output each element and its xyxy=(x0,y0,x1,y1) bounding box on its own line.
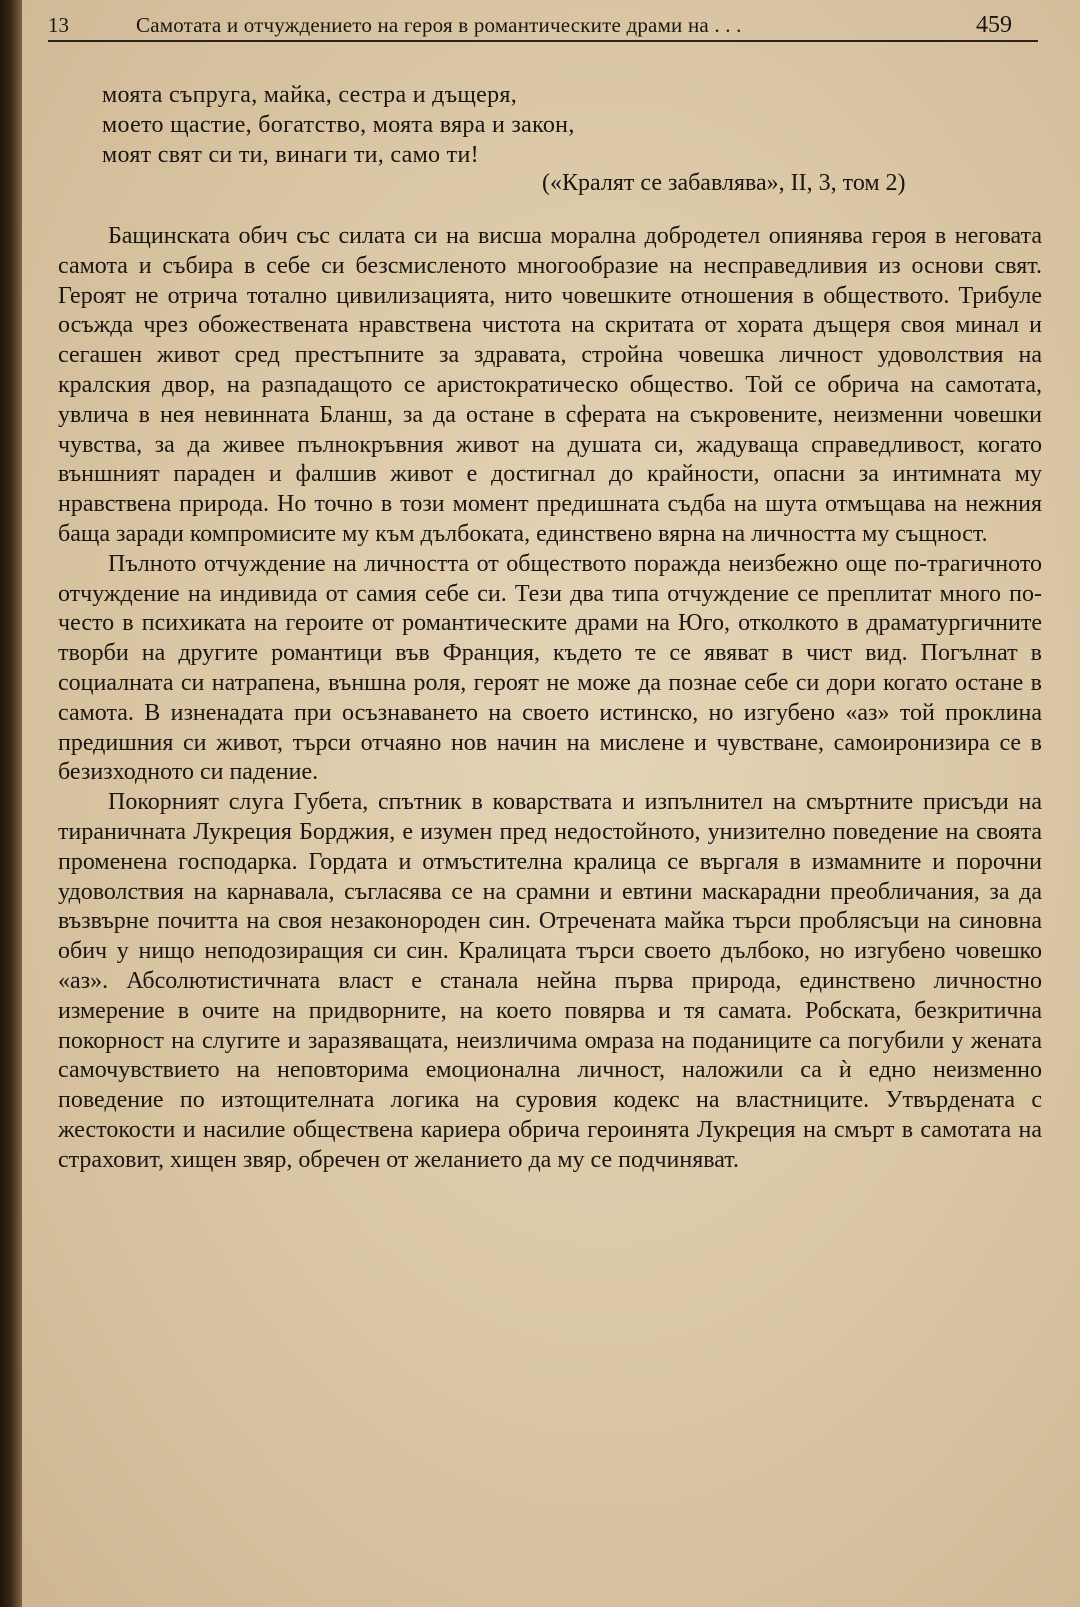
book-page xyxy=(22,0,1080,1607)
page-number-left: 13 xyxy=(48,13,69,37)
verse-quote xyxy=(102,80,575,170)
paragraph: Пълното отчуждение на личността от обществото поражда неизбежно още по-трагичното отчуждение на индивида от самия себе си. Тези два типа отчуждение се преплитат много по-често в психиката на героите от романтическите драми на Юго, отколкото в драматургичните творби на другите романтици във Франция, където те се явяват в чист вид. Погълнат в социалната си натрапена, външна роля, героят не може да познае себе си дори когато остане в самота. В изненадата при осъзнаването на своето истинско, но изгубено «аз» той проклина предишния си живот, търси отчаяно нов начин на мислене и чувстване, самоиронизира се в безизходното си падение. xyxy=(58,550,1042,786)
paragraph: Покорният слуга Губета, спътник в коварствата и изпълнител на смъртните присъди на тираничната Лукреция Борджия, е изумен пред недостойното, унизително поведение на своята променена господарка. Гордата и отмъстителна кралица се въргаля в измамните и порочни удоволствия на карнавала, съгласява се на срамни и евтини маскарадни преобличания, за да възвърне почитта на своя незаконороден син. Отречената майка търси проблясъци на синовна обич у нищо неподозиращия си син. Кралицата търси своето дълбоко, но изгубено човешко «аз». Абсолютистичната власт е станала нейна първа природа, единствено личностно измерение в очите на придворните, на което повярва и тя самата. Робската, безкритична покорност на слугите и заразяващата, неизличима омраза на поданиците са погубили у жената самочувствието на неповторима емоционална личност, наложили са ѝ едно неизменно поведение по изтощителната логика на суровия кодекс на властниците. Утвърдената с жестокости и насилие обществена кариера обрича героинята Лукреция на смърт в самотата на страховит, хищен звяр, обречен от желанието да му се подчиняват. xyxy=(58,789,1042,1173)
verse-citation: («Кралят се забавлява», II, 3, том 2) xyxy=(542,170,906,196)
page-header xyxy=(48,10,1038,42)
verse-line: моята съпруга, майка, сестра и дъщеря, xyxy=(102,82,518,108)
running-title: Самотата и отчуждението на героя в романтическите драми на . . . xyxy=(136,13,742,37)
paragraph: Бащинската обич със силата си на висша морална добродетел опиянява героя в неговата самота и събира в себе си безсмисленото многообразие на несправедливия из основи свят. Героят не отрича тотално цивилизацията, нито човешките отношения в обществото. Трибуле осъжда чрез обожествената нравствена чистота на скритата от хората дъщеря своя минал и сегашен живот сред престъпните за здравата, стройна човешка личност удоволствия на кралския двор, на разпадащото се аристократическо общество. Той се обрича на самотата, увлича в нея невинната Бланш, за да остане в сферата на съкровените, неизменни човешки чувства, за да живее пълнокръвния живот на душата си, жадуваща справедливост, когато външният параден и фалшив живот е достигнал до крайности, опасни за интимната му нравствена природа. Но точно в този момент предишната съдба на шута отмъщава на нежния баща заради компромисите му към дълбоката, единствено вярна на личността му същност. xyxy=(58,223,1042,547)
verse-line: моят свят си ти, винаги ти, само ти! xyxy=(102,142,479,168)
page-number-right: 459 xyxy=(976,12,1012,38)
verse-line: моето щастие, богатство, моята вяра и закон, xyxy=(102,112,575,138)
body-text xyxy=(58,222,1042,1176)
